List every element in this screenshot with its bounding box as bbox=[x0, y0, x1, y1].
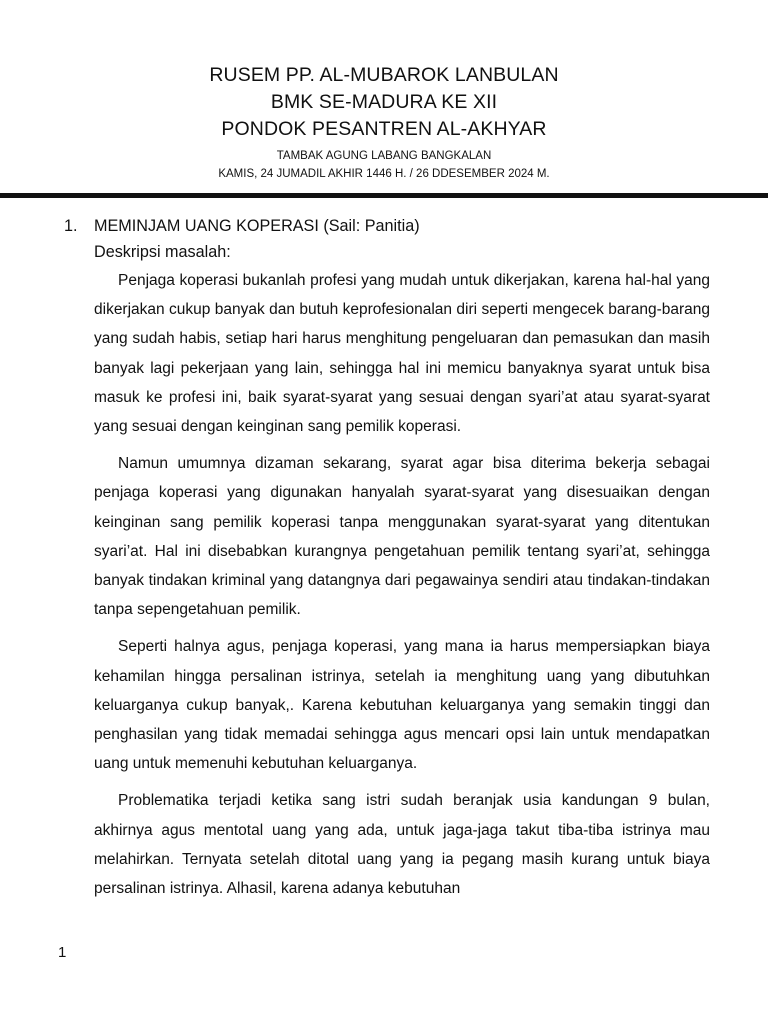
document-header bbox=[0, 62, 768, 183]
header-divider bbox=[0, 193, 768, 198]
header-title-line-2: BMK SE-MADURA KE XII bbox=[270, 91, 498, 113]
section-heading-row bbox=[64, 213, 710, 239]
paragraph-2: Namun umumnya dizaman sekarang, syarat agar bisa diterima bekerja sebagai penjaga koperasi yang digunakan hanyalah syarat-syarat yang disesuaikan dengan keinginan sang pemilik koperasi tanpa menggunakan syarat-syarat yang ditentukan syari’at. Hal ini disebabkan kurangnya pengetahuan pemilik tentang syari’at, sehingga banyak tindakan kriminal yang datangnya dari pegawainya sendiri atau tindakan-tindakan tanpa sepengetahuan pemilik. bbox=[94, 455, 710, 619]
header-title-line-1: RUSEM PP. AL-MUBAROK LANBULAN bbox=[209, 64, 559, 86]
section-number: 1. bbox=[64, 217, 78, 235]
paragraph-1: Penjaga koperasi bukanlah profesi yang mudah untuk dikerjakan, karena hal-hal yang dikerjakan cukup banyak dan butuh keprofesionalan diri seperti mengecek barang-barang yang sudah habis, setiap hari harus menghitung pengeluaran dan pemasukan dan masih banyak lagi pekerjaan yang lain, sehingga hal ini memicu banyaknya syarat untuk bisa masuk ke profesi ini, baik syarat-syarat yang sesuai dengan syari’at atau syarat-syarat yang sesuai dengan keinginan sang pemilik koperasi. bbox=[94, 272, 710, 436]
page-number: 1 bbox=[58, 944, 67, 961]
header-location: TAMBAK AGUNG LABANG BANGKALAN bbox=[276, 150, 492, 162]
problem-section bbox=[64, 213, 710, 911]
header-date: KAMIS, 24 JUMADIL AKHIR 1446 H. / 26 DDESEMBER 2024 M. bbox=[218, 168, 550, 180]
header-title-line-3: PONDOK PESANTREN AL-AKHYAR bbox=[221, 118, 547, 140]
description-label: Deskripsi masalah: bbox=[94, 243, 231, 261]
paragraph-3: Seperti halnya agus, penjaga koperasi, yang mana ia harus mempersiapkan biaya kehamilan hingga persalinan istrinya, setelah ia menghitung uang yang dibutuhkan keluarganya cukup banyak,. Karena kebutuhan keluarganya yang semakin tinggi dan penghasilan yang tidak memadai sehingga agus mencari opsi lain untuk mendapatkan uang untuk memenuhi kebutuhan keluarganya. bbox=[94, 638, 710, 773]
paragraph-4: Problematika terjadi ketika sang istri sudah beranjak usia kandungan 9 bulan, akhirnya agus mentotal uang yang ada, untuk jaga-jaga takut tiba-tiba istrinya mau melahirkan. Ternyata setelah ditotal uang yang ia pegang masih kurang untuk biaya persalinan istrinya. Alhasil, karena adanya kebutuhan bbox=[94, 792, 710, 898]
section-heading: MEMINJAM UANG KOPERASI (Sail: Panitia) bbox=[94, 217, 420, 235]
